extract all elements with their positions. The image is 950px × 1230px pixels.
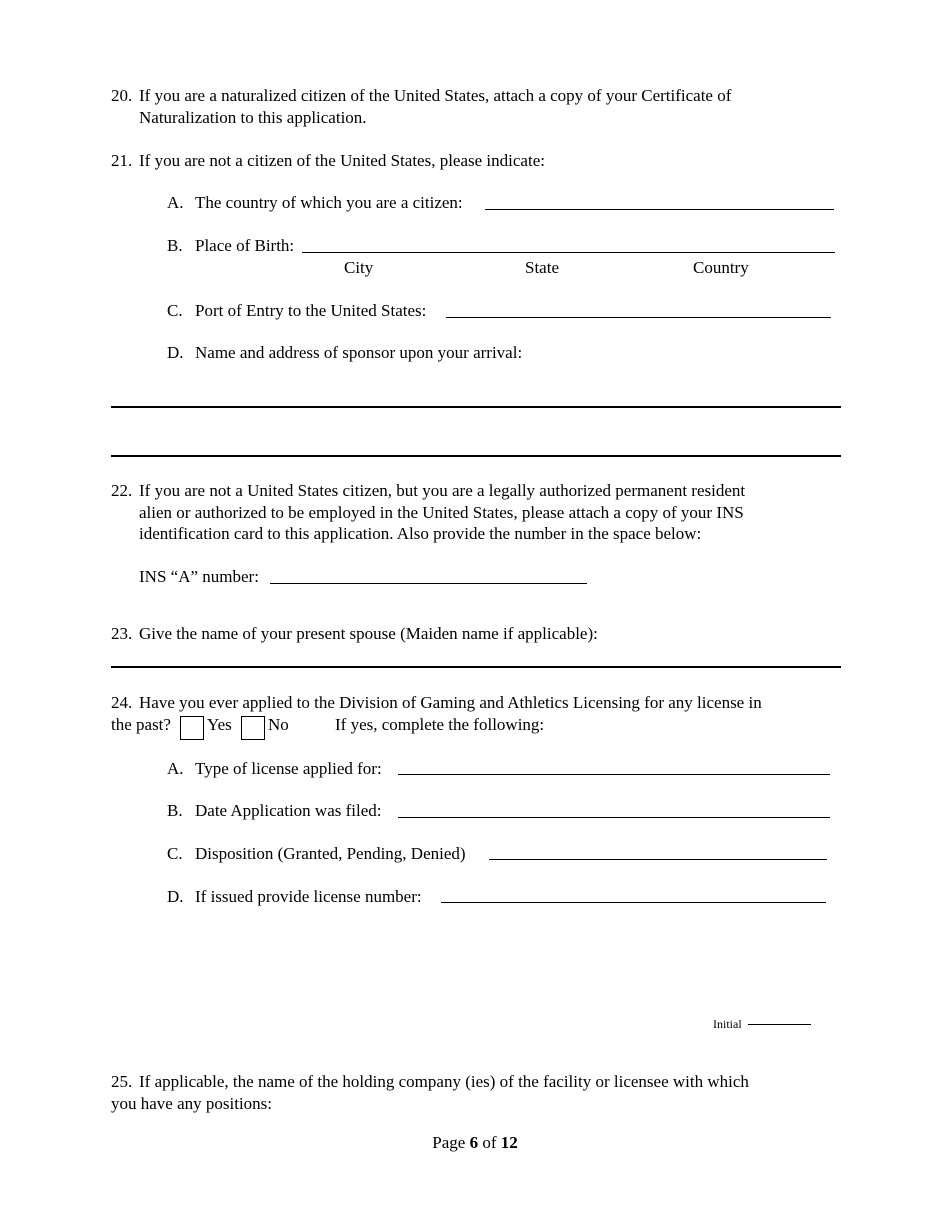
q21b-label: Place of Birth: xyxy=(195,236,295,255)
port-of-entry-field[interactable] xyxy=(446,317,831,318)
sponsor-field-line2[interactable] xyxy=(111,455,841,457)
q24a-label: Type of license applied for: xyxy=(195,759,382,778)
if-yes-instruction: If yes, complete the following: xyxy=(335,715,545,734)
yes-checkbox[interactable] xyxy=(180,716,204,740)
q21-text: If you are not a citizen of the United States, please indicate: xyxy=(139,151,545,170)
of-word: of xyxy=(482,1133,497,1152)
q22-number: 22. xyxy=(111,481,133,500)
citizenship-country-field[interactable] xyxy=(485,209,834,210)
q21-number: 21. xyxy=(111,151,133,170)
q23-number: 23. xyxy=(111,624,133,643)
spouse-name-field[interactable] xyxy=(111,666,841,668)
q24d-letter: D. xyxy=(167,887,184,906)
q21d-letter: D. xyxy=(167,343,184,362)
q24c-letter: C. xyxy=(167,844,183,863)
pob-state-caption: State xyxy=(525,258,559,277)
q21c-label: Port of Entry to the United States: xyxy=(195,301,427,320)
license-type-field[interactable] xyxy=(398,774,830,775)
q23-text: Give the name of your present spouse (Maiden name if applicable): xyxy=(139,624,598,643)
application-date-field[interactable] xyxy=(398,817,830,818)
total-pages: 12 xyxy=(500,1133,518,1152)
pob-city-caption: City xyxy=(344,258,374,277)
q21a-label: The country of which you are a citizen: xyxy=(195,193,463,212)
q21c-letter: C. xyxy=(167,301,183,320)
q24a-letter: A. xyxy=(167,759,184,778)
q21b-letter: B. xyxy=(167,236,183,255)
initial-field[interactable] xyxy=(748,1024,811,1025)
q24d-label: If issued provide license number: xyxy=(195,887,422,906)
q25-number: 25. xyxy=(111,1072,133,1091)
page-word: Page xyxy=(432,1133,466,1152)
disposition-field[interactable] xyxy=(489,859,827,860)
license-number-field[interactable] xyxy=(441,902,826,903)
q22-text-line2: alien or authorized to be employed in the United States, please attach a copy of your INS xyxy=(139,503,744,522)
initial-label: Initial xyxy=(713,1017,742,1031)
place-of-birth-field[interactable] xyxy=(302,252,835,253)
q24-number: 24. xyxy=(111,693,133,712)
current-page: 6 xyxy=(469,1133,479,1152)
q20-text-line2: Naturalization to this application. xyxy=(139,108,367,127)
q21a-letter: A. xyxy=(167,193,184,212)
q24b-letter: B. xyxy=(167,801,183,820)
q24-past-label: the past? xyxy=(111,715,171,734)
ins-number-field[interactable] xyxy=(270,583,587,584)
q25-text-line1: If applicable, the name of the holding company (ies) of the facility or licensee with which xyxy=(139,1072,749,1091)
q24b-label: Date Application was filed: xyxy=(195,801,382,820)
q22-text-line1: If you are not a United States citizen, but you are a legally authorized permanent resident xyxy=(139,481,746,500)
no-label: No xyxy=(268,715,289,734)
pob-country-caption: Country xyxy=(693,258,749,277)
q22-text-line3: identification card to this application. Also provide the number in the space below: xyxy=(139,524,702,543)
q24-text-line1: Have you ever applied to the Division of Gaming and Athletics Licensing for any license in xyxy=(139,693,762,712)
q21d-label: Name and address of sponsor upon your arrival: xyxy=(195,343,523,362)
ins-number-label: INS “A” number: xyxy=(139,567,259,586)
sponsor-field-line1[interactable] xyxy=(111,406,841,408)
q24c-label: Disposition (Granted, Pending, Denied) xyxy=(195,844,466,863)
page-footer xyxy=(0,1132,950,1153)
yes-label: Yes xyxy=(207,715,232,734)
q20-text-line1: If you are a naturalized citizen of the United States, attach a copy of your Certificate of xyxy=(139,86,732,105)
q20-number: 20. xyxy=(111,86,133,105)
no-checkbox[interactable] xyxy=(241,716,265,740)
q25-text-line2: you have any positions: xyxy=(111,1094,273,1113)
